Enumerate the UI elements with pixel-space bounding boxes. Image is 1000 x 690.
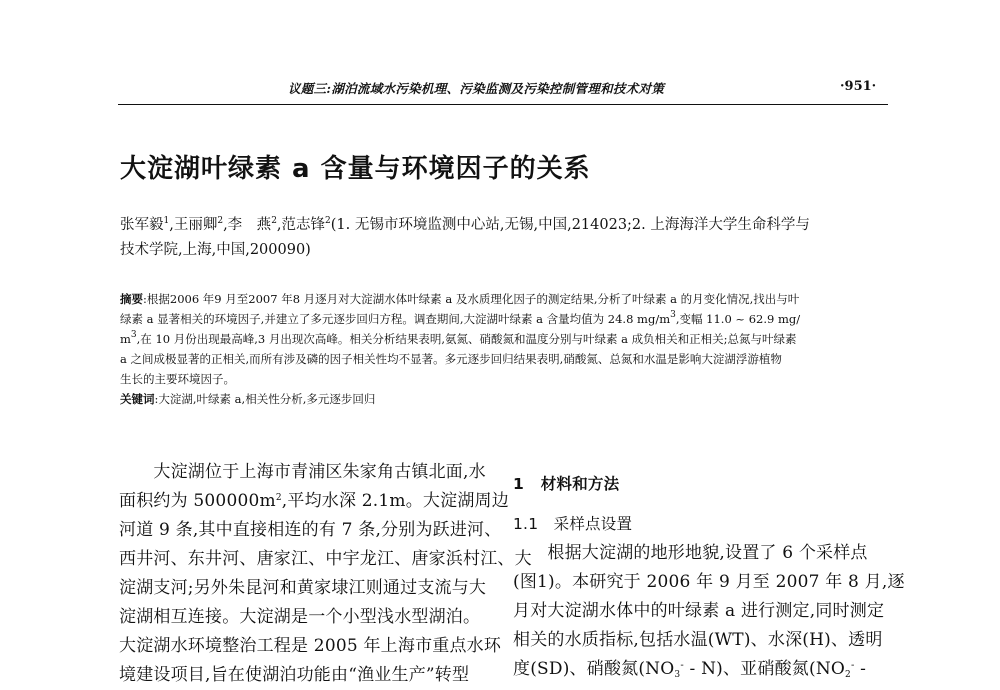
affiliation-line-2: 技术学院,上海,中国,200090) — [120, 242, 311, 258]
body-line: 西井河、东井河、唐家江、中宇龙江、唐家浜村江、大 — [119, 549, 532, 569]
section-number: 1 — [513, 475, 524, 493]
author-line-1 — [120, 213, 890, 238]
superscript: - — [680, 660, 684, 671]
body-line: 月对大淀湖水体中的叶绿素 a 进行测定,同时测定 — [513, 601, 885, 621]
author-name: 张军毅 — [120, 217, 164, 233]
keywords-text: :大淀湖,叶绿素 a,相关性分析,多元逐步回归 — [154, 392, 376, 406]
author-affiliation-mark: 1 — [163, 216, 170, 226]
author-name: ,范志锋 — [276, 217, 326, 233]
abstract-label: 摘要 — [120, 292, 143, 306]
abstract-line: a 之间成极显著的正相关,而所有涉及磷的因子相关性均不显著。多元逐步回归结果表明,硝酸氮、总氮和水温是影响大淀湖浮游植物 — [120, 352, 782, 366]
body-line: 境建设项目,旨在使湖泊功能由“渔业生产”转型 — [119, 665, 470, 685]
abstract-text: ,变幅 11.0 ~ 62.9 mg/ — [675, 312, 801, 326]
running-header: 议题三:湖泊流域水污染机理、污染监测及污染控制管理和技术对策 — [288, 81, 665, 96]
author-affiliation-mark: 2 — [271, 216, 277, 226]
abstract-line — [120, 289, 890, 309]
affiliation-text: (1. 无锡市环境监测中心站,无锡,中国,214023;2. 上海海洋大学生命科学与 — [330, 217, 810, 233]
abstract-block — [120, 289, 890, 409]
body-line: 淀湖支河;另外朱昆河和黄家埭江则通过支流与大 — [119, 578, 487, 598]
subsection-number: 1.1 — [513, 515, 539, 533]
section-title: 材料和方法 — [540, 475, 620, 493]
body-text: 面积约为 500000m — [119, 491, 276, 511]
abstract-line — [120, 309, 890, 329]
abstract-line: 生长的主要环境因子。 — [120, 372, 235, 386]
abstract-text: 绿素 a 显著相关的环境因子,并建立了多元逐步回归方程。调查期间,大淀湖叶绿素 a 含量均值为 24.8 mg/m — [120, 312, 671, 326]
abstract-text: ,在 10 月份出现最高峰,3 月出现次高峰。相关分析结果表明,氨氮、硝酸氮和温度分别与叶绿素 a 成负相关和正相关;总氮与叶绿素 — [136, 332, 797, 346]
subscript: 3 — [674, 670, 681, 680]
author-block — [120, 213, 890, 263]
body-line — [513, 655, 893, 690]
page-number: ·951· — [840, 79, 877, 94]
superscript: - — [850, 660, 855, 671]
body-text: - — [854, 659, 867, 679]
author-affiliation-mark: 2 — [325, 216, 331, 226]
abstract-line — [120, 329, 890, 349]
body-text: - N)、亚硝酸氮(NO — [683, 659, 846, 679]
subscript: 2 — [845, 670, 851, 680]
author-name: ,王丽卿 — [169, 217, 218, 233]
body-line: 淀湖相互连接。大淀湖是一个小型浅水型湖泊。 — [119, 607, 481, 627]
body-text: ,平均水深 2.1m。大淀湖周边 — [281, 491, 509, 511]
abstract-text: m — [120, 332, 131, 346]
body-line: 大淀湖水环境整治工程是 2005 年上海市重点水环 — [119, 636, 502, 656]
superscript: 2 — [275, 493, 282, 503]
body-text: 度(SD)、硝酸氮(NO — [513, 659, 675, 679]
subsection-title: 采样点设置 — [553, 515, 633, 533]
abstract-text: :根据2006 年9 月至2007 年8 月逐月对大淀湖水体叶绿素 a 及水质理化因子的测定结果,分析了叶绿素 a 的月变化情况,找出与叶 — [143, 292, 800, 306]
keywords-line — [120, 389, 890, 409]
subsection-heading — [513, 510, 893, 539]
author-affiliation-mark: 2 — [217, 216, 224, 226]
body-line: 河道 9 条,其中直接相连的有 7 条,分别为跃进河、 — [119, 520, 502, 540]
body-line: 大淀湖位于上海市青浦区朱家角古镇北面,水 — [119, 462, 486, 482]
body-line: 相关的水质指标,包括水温(WT)、水深(H)、透明 — [513, 630, 883, 650]
body-line: (图1)。本研究于 2006 年 9 月至 2007 年 8 月,逐 — [513, 572, 905, 592]
superscript: 3 — [130, 330, 137, 340]
superscript: 3 — [670, 310, 676, 320]
paper-title: 大淀湖叶绿素 a 含量与环境因子的关系 — [120, 154, 591, 184]
header-rule — [118, 104, 888, 105]
section-heading — [513, 470, 893, 499]
keywords-label: 关键词 — [120, 392, 155, 406]
author-name: ,李 燕 — [223, 217, 272, 233]
body-line: 根据大淀湖的地形地貌,设置了 6 个采样点 — [513, 543, 868, 563]
body-line — [119, 487, 509, 516]
body-column-right — [513, 458, 905, 690]
